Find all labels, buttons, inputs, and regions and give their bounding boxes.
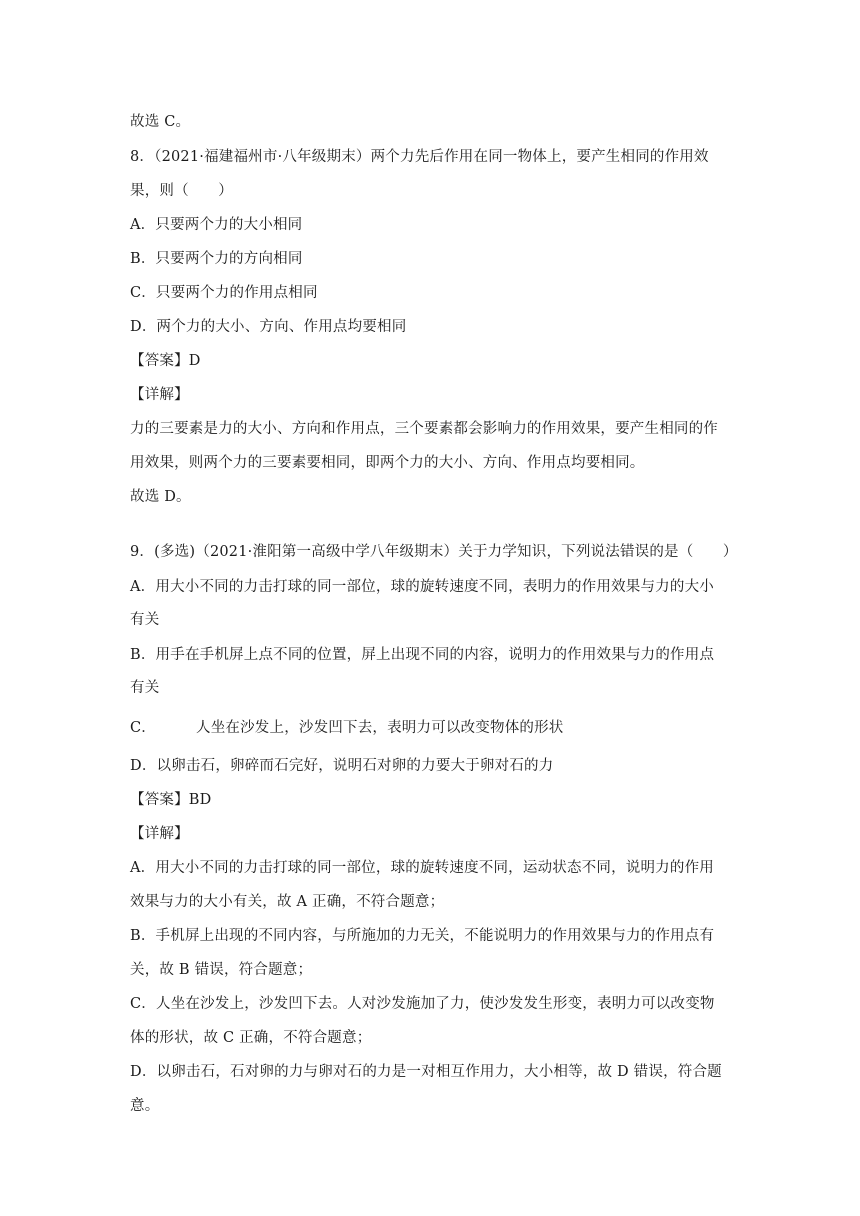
q9-option-c [130, 718, 740, 738]
q9-option-b-line-2: 有关 [130, 680, 160, 696]
q9-option-a-line-1: A．用大小不同的力击打球的同一部位，球的旋转速度不同，表明力的作用效果与力的大小 [130, 579, 714, 595]
q8-explanation-line-1: 力的三要素是力的大小、方向和作用点，三个要素都会影响力的作用效果，要产生相同的作 [130, 421, 718, 437]
q8-answer: 【答案】D [130, 353, 201, 369]
q8-stem-line-1: 8．（2021·福建福州市·八年级期末）两个力先后作用在同一物体上，要产生相同的作用效 [130, 149, 709, 165]
q8-explanation-heading: 【详解】 [130, 387, 189, 403]
q9-option-d: D．以卵击石，卵碎而石完好，说明石对卵的力要大于卵对石的力 [130, 758, 554, 774]
q9-option-c-text: 人坐在沙发上，沙发凹下去，表明力可以改变物体的形状 [196, 720, 564, 736]
q8-conclusion: 故选 D。 [130, 489, 191, 505]
q9-explanation-a-line-2: 效果与力的大小有关，故 A 正确，不符合题意； [130, 894, 445, 910]
q9-explanation-c-line-2: 体的形状，故 C 正确，不符合题意； [130, 1030, 372, 1046]
q9-explanation-b-line-1: B．手机屏上出现的不同内容，与所施加的力无关，不能说明力的作用效果与力的作用点有 [130, 928, 715, 944]
q8-option-a: A．只要两个力的大小相同 [130, 217, 303, 233]
q9-explanation-a-line-1: A．用大小不同的力击打球的同一部位，球的旋转速度不同，运动状态不同，说明力的作用 [130, 860, 714, 876]
q8-explanation-line-2: 用效果，则两个力的三要素要相同，即两个力的大小、方向、作用点均要相同。 [130, 455, 645, 471]
q9-explanation-b-line-2: 关，故 B 错误，符合题意； [130, 962, 313, 978]
q7-conclusion: 故选 C。 [130, 114, 191, 130]
q9-explanation-heading: 【详解】 [130, 826, 189, 842]
q8-stem-line-2: 果，则（ ） [130, 183, 233, 199]
q8-option-b: B．只要两个力的方向相同 [130, 251, 303, 267]
q9-option-b-line-1: B．用手在手机屏上点不同的位置，屏上出现不同的内容，说明力的作用效果与力的作用点 [130, 647, 715, 663]
q9-answer: 【答案】BD [130, 792, 212, 808]
q9-option-c-marker: C． [130, 720, 156, 736]
q9-explanation-c-line-1: C．人坐在沙发上，沙发凹下去。人对沙发施加了力，使沙发发生形变，表明力可以改变物 [130, 996, 715, 1012]
q8-option-c: C．只要两个力的作用点相同 [130, 285, 318, 301]
q8-option-d: D．两个力的大小、方向、作用点均要相同 [130, 319, 407, 335]
q9-stem: 9．(多选)（2021·淮阳第一高级中学八年级期末）关于力学知识，下列说法错误的是（ ） [130, 544, 738, 560]
q9-explanation-d-line-2: 意。 [130, 1098, 160, 1114]
q9-explanation-d-line-1: D．以卵击石，石对卵的力与卵对石的力是一对相互作用力，大小相等，故 D 错误，符合题 [130, 1064, 722, 1080]
q9-option-a-line-2: 有关 [130, 612, 160, 628]
